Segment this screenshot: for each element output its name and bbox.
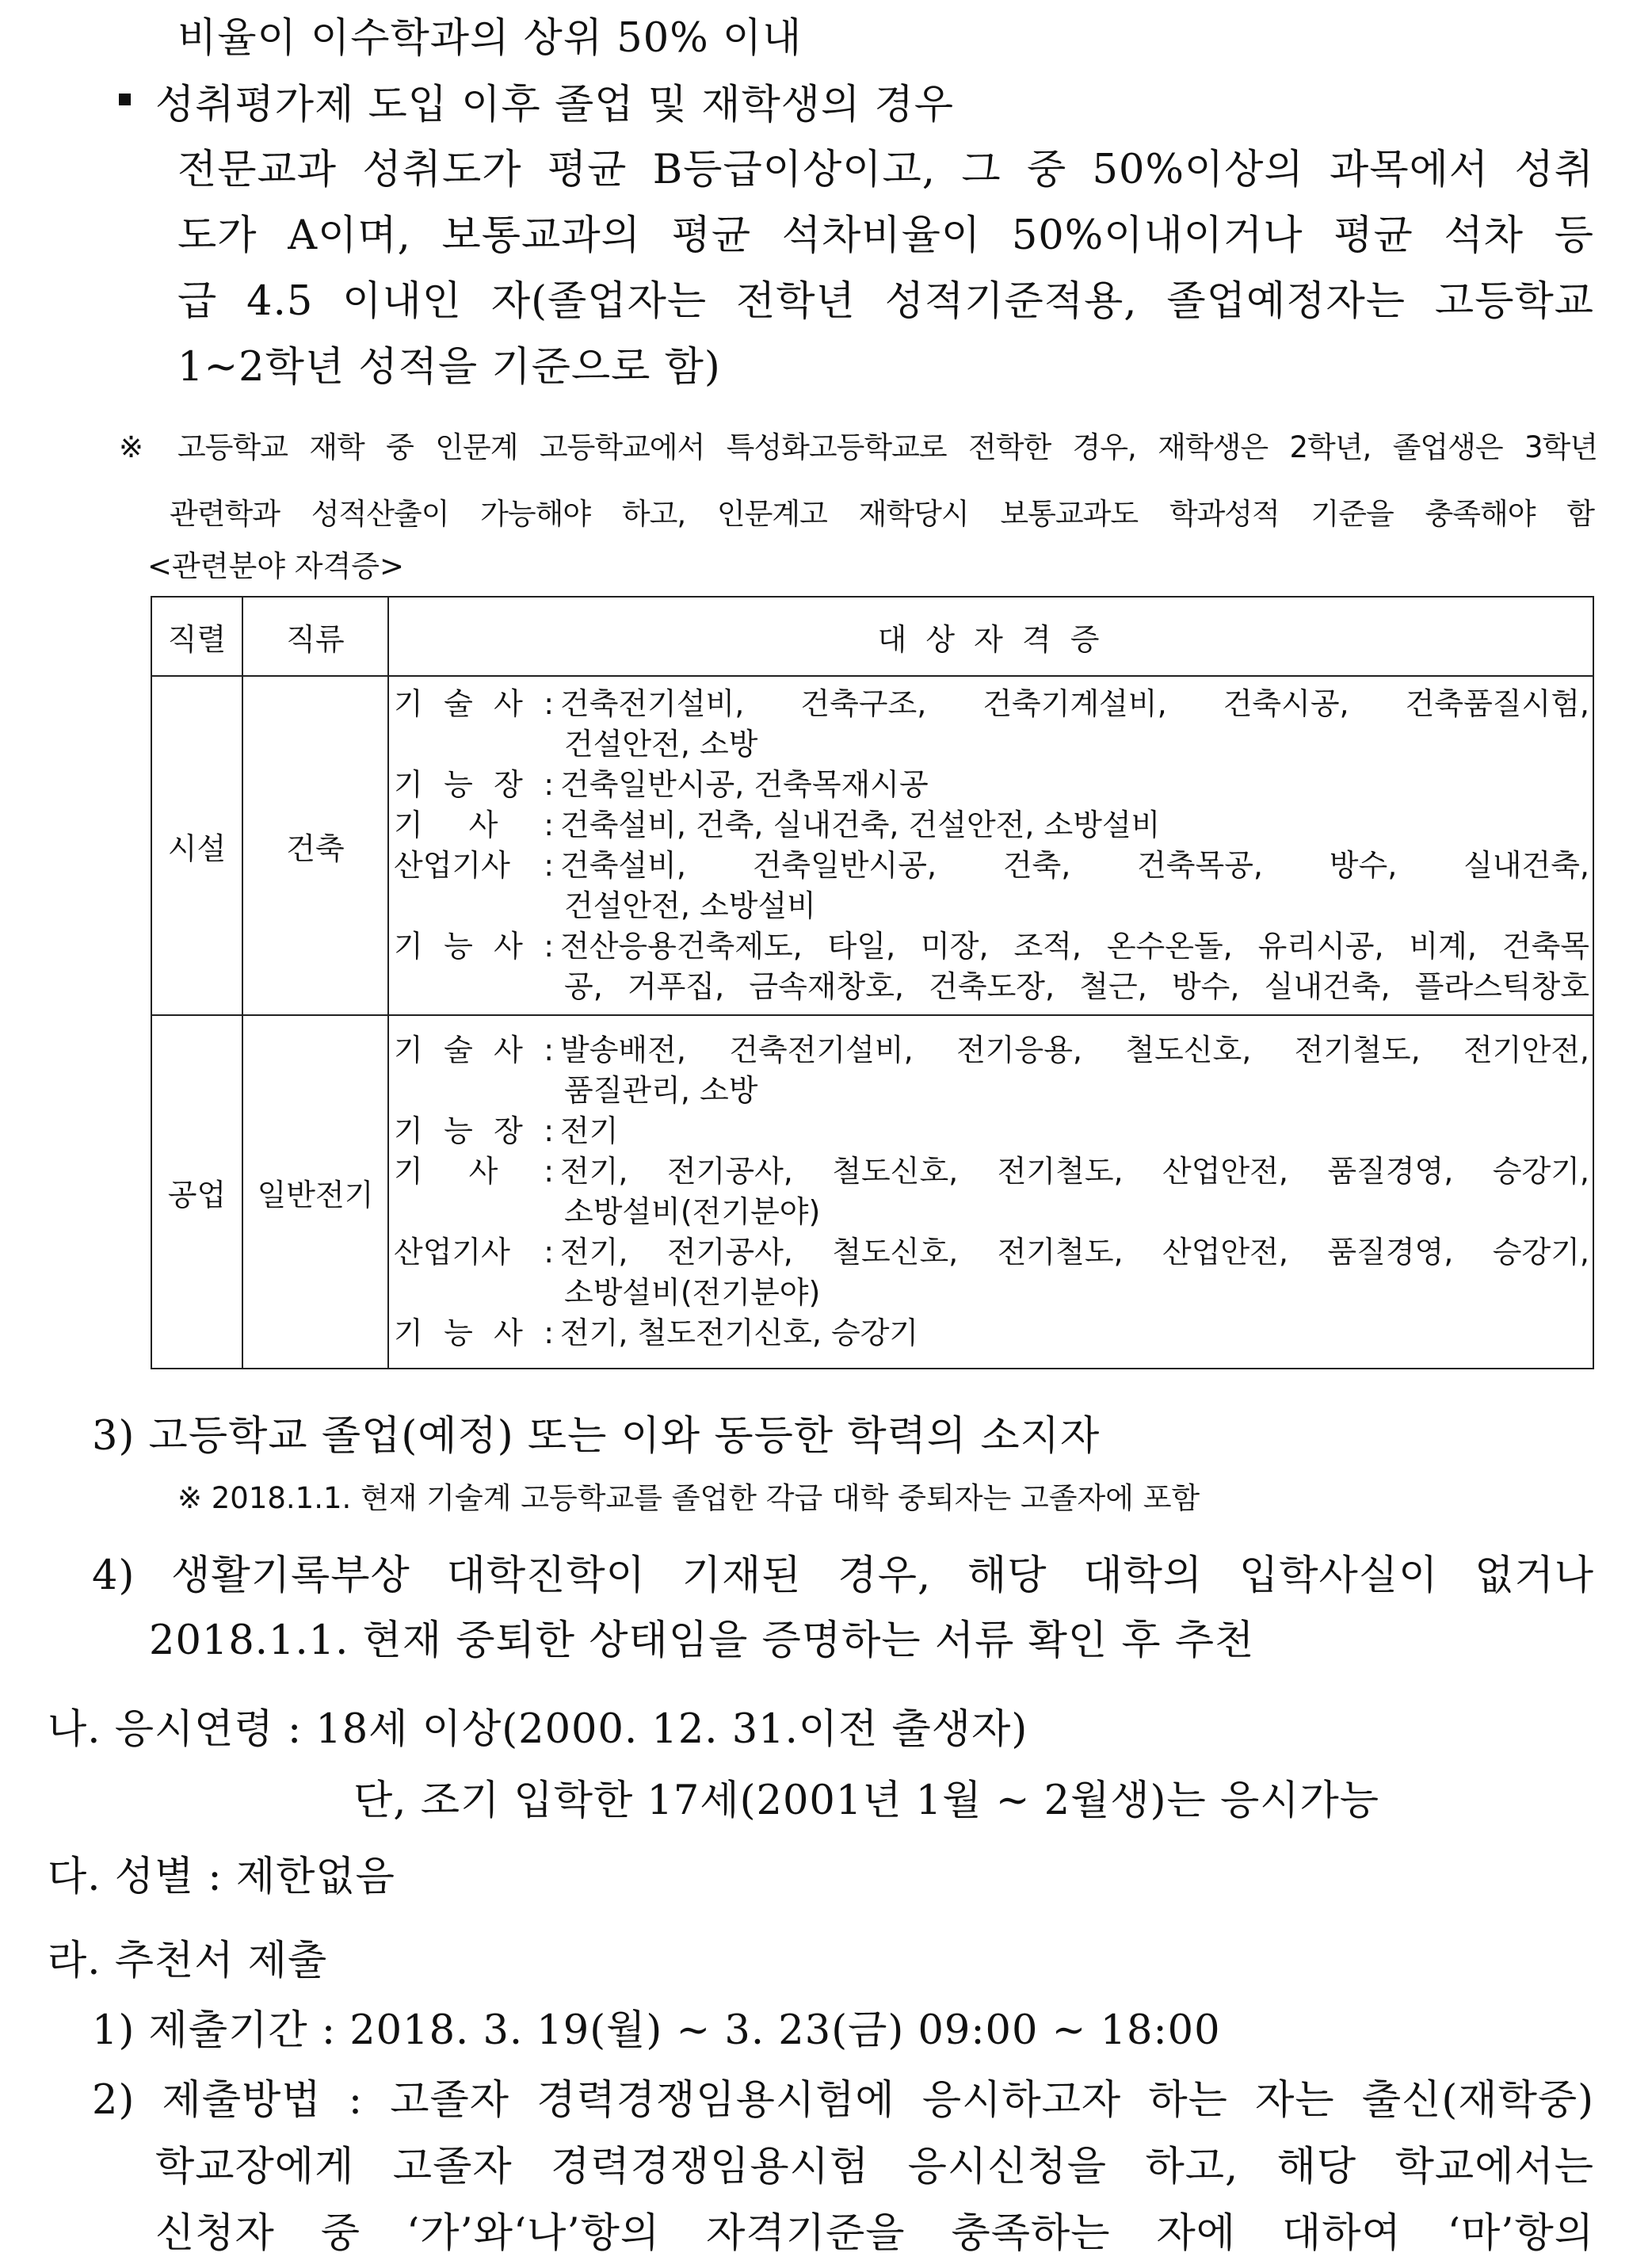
cert-items: 전기, 전기공사, 철도신호, 전기철도, 산업안전, 품질경영, 승강기, bbox=[560, 1235, 1589, 1270]
item-4: 4) 생활기록부상 대학진학이 기재된 경우, 해당 대학의 입학사실이 없거나 bbox=[92, 1552, 1594, 1599]
submission-heading: 라. 추천서 제출 bbox=[48, 1938, 328, 1984]
cert-group bbox=[394, 1030, 1589, 1071]
submission-method-cont: 신청자 중 ‘가’와‘나’항의 자격기준을 충족하는 자에 대하여 ‘마’항의 bbox=[155, 2210, 1594, 2257]
item-4-cont: 2018.1.1. 현재 중퇴한 상태임을 증명하는 서류 확인 후 추천 bbox=[149, 1617, 1255, 1664]
header-certifications: 대 상 자 격 증 bbox=[388, 597, 1593, 676]
certification-list-cell bbox=[388, 1015, 1593, 1369]
cert-items: 건축설비, 건축일반시공, 건축, 건축목공, 방수, 실내건축, bbox=[560, 848, 1589, 883]
bullet-heading: 성취평가제 도입 이후 졸업 및 재학생의 경우 bbox=[155, 82, 955, 128]
age-requirement: 나. 응시연령 : 18세 이상(2000. 12. 31.이전 출생자) bbox=[48, 1706, 1028, 1753]
transfer-note: 관련학과 성적산출이 가능해야 하고, 인문계고 재학당시 보통교과도 학과성적 기준을 충족해야 함 bbox=[170, 497, 1594, 531]
cert-items-cont: 소방설비(전기분야) bbox=[564, 1275, 821, 1310]
cert-items: 건축일반시공, 건축목재시공 bbox=[560, 767, 929, 802]
submission-method-cont: 학교장에게 고졸자 경력경쟁임용시험 응시신청을 하고, 해당 학교에서는 bbox=[155, 2144, 1594, 2190]
table-row bbox=[151, 676, 1593, 1015]
gender-requirement: 다. 성별 : 제한없음 bbox=[48, 1854, 395, 1900]
criteria-paragraph-line: 1~2학년 성적을 기준으로 함) bbox=[177, 344, 721, 391]
cert-grade: 기 술 사 : bbox=[394, 686, 554, 721]
criteria-paragraph-line: 도가 A이며, 보통교과의 평균 석차비율이 50%이내이거나 평균 석차 등 bbox=[177, 212, 1594, 259]
cert-group bbox=[394, 1111, 1589, 1151]
cert-grade: 산업기사 : bbox=[394, 1235, 554, 1270]
cert-grade: 기 능 장 : bbox=[394, 1113, 554, 1148]
cert-grade: 기 능 사 : bbox=[394, 929, 554, 964]
cert-grade: 기 능 사 : bbox=[394, 1315, 554, 1350]
age-exception: 단, 조기 입학한 17세(2001년 1월 ~ 2월생)는 응시가능 bbox=[353, 1777, 1380, 1824]
submission-method: 2) 제출방법 : 고졸자 경력경쟁임용시험에 응시하고자 하는 자는 출신(재학중) bbox=[92, 2077, 1594, 2124]
cert-items: 전기 bbox=[560, 1113, 619, 1148]
rank-cell: 시설 bbox=[151, 676, 242, 1015]
table-caption: <관련분야 자격증> bbox=[147, 549, 404, 583]
cert-group bbox=[394, 805, 1589, 846]
cert-items-cont: 품질관리, 소방 bbox=[564, 1073, 758, 1108]
cert-items: 전산응용건축제도, 타일, 미장, 조적, 온수온돌, 유리시공, 비계, 건축목 bbox=[560, 929, 1589, 964]
criteria-paragraph-line: 전문교과 성취도가 평균 B등급이상이고, 그 중 50%이상의 과목에서 성취 bbox=[177, 147, 1594, 193]
cert-items: 건축전기설비, 건축구조, 건축기계설비, 건축시공, 건축품질시험, bbox=[560, 686, 1589, 721]
cert-items-cont: 건설안전, 소방 bbox=[564, 727, 758, 762]
header-type: 직류 bbox=[242, 597, 388, 676]
cert-grade: 기 술 사 : bbox=[394, 1033, 554, 1067]
cert-items: 건축설비, 건축, 실내건축, 건설안전, 소방설비 bbox=[560, 808, 1161, 842]
header-rank: 직렬 bbox=[151, 597, 242, 676]
cert-grade: 기 사 : bbox=[394, 808, 554, 842]
cert-grade: 기 능 장 : bbox=[394, 767, 554, 802]
type-cell: 일반전기 bbox=[242, 1015, 388, 1369]
cert-items: 전기, 철도전기신호, 승강기 bbox=[560, 1315, 919, 1350]
cert-group bbox=[394, 1313, 1589, 1354]
table-row bbox=[151, 1015, 1593, 1369]
submission-period: 1) 제출기간 : 2018. 3. 19(월) ~ 3. 23(금) 09:00 ~ 18:00 bbox=[92, 2007, 1221, 2054]
cert-group bbox=[394, 846, 1589, 886]
rank-cell: 공업 bbox=[151, 1015, 242, 1369]
criteria-paragraph-line: 급 4.5 이내인 자(졸업자는 전학년 성적기준적용, 졸업예정자는 고등학교 bbox=[177, 278, 1594, 325]
certification-list-cell bbox=[388, 676, 1593, 1015]
cert-items-cont: 소방설비(전기분야) bbox=[564, 1194, 821, 1229]
cert-grade: 산업기사 : bbox=[394, 848, 554, 883]
square-bullet-icon bbox=[119, 94, 131, 105]
criteria-line: 비율이 이수학과의 상위 50% 이내 bbox=[177, 15, 803, 62]
transfer-note: ※ 고등학교 재학 중 인문계 고등학교에서 특성화고등학교로 전학한 경우, 재학생은 2학년, 졸업생은 3학년 bbox=[119, 430, 1597, 464]
item-3-note: ※ 2018.1.1. 현재 기술계 고등학교를 졸업한 각급 대학 중퇴자는 고졸자에 포함 bbox=[177, 1481, 1200, 1515]
table-header-row bbox=[151, 597, 1593, 676]
cert-group bbox=[394, 1151, 1589, 1192]
certification-table bbox=[151, 596, 1594, 1369]
item-3: 3) 고등학교 졸업(예정) 또는 이와 동등한 학력의 소지자 bbox=[92, 1413, 1101, 1460]
cert-group bbox=[394, 1232, 1589, 1273]
cert-items: 전기, 전기공사, 철도신호, 전기철도, 산업안전, 품질경영, 승강기, bbox=[560, 1154, 1589, 1189]
cert-group bbox=[394, 684, 1589, 724]
cert-group bbox=[394, 926, 1589, 967]
type-cell: 건축 bbox=[242, 676, 388, 1015]
cert-group bbox=[394, 765, 1589, 805]
cert-grade: 기 사 : bbox=[394, 1154, 554, 1189]
cert-items-cont: 공, 거푸집, 금속재창호, 건축도장, 철근, 방수, 실내건축, 플라스틱창호 bbox=[564, 969, 1589, 1004]
cert-items: 발송배전, 건축전기설비, 전기응용, 철도신호, 전기철도, 전기안전, bbox=[560, 1033, 1589, 1067]
cert-items-cont: 건설안전, 소방설비 bbox=[564, 888, 816, 923]
